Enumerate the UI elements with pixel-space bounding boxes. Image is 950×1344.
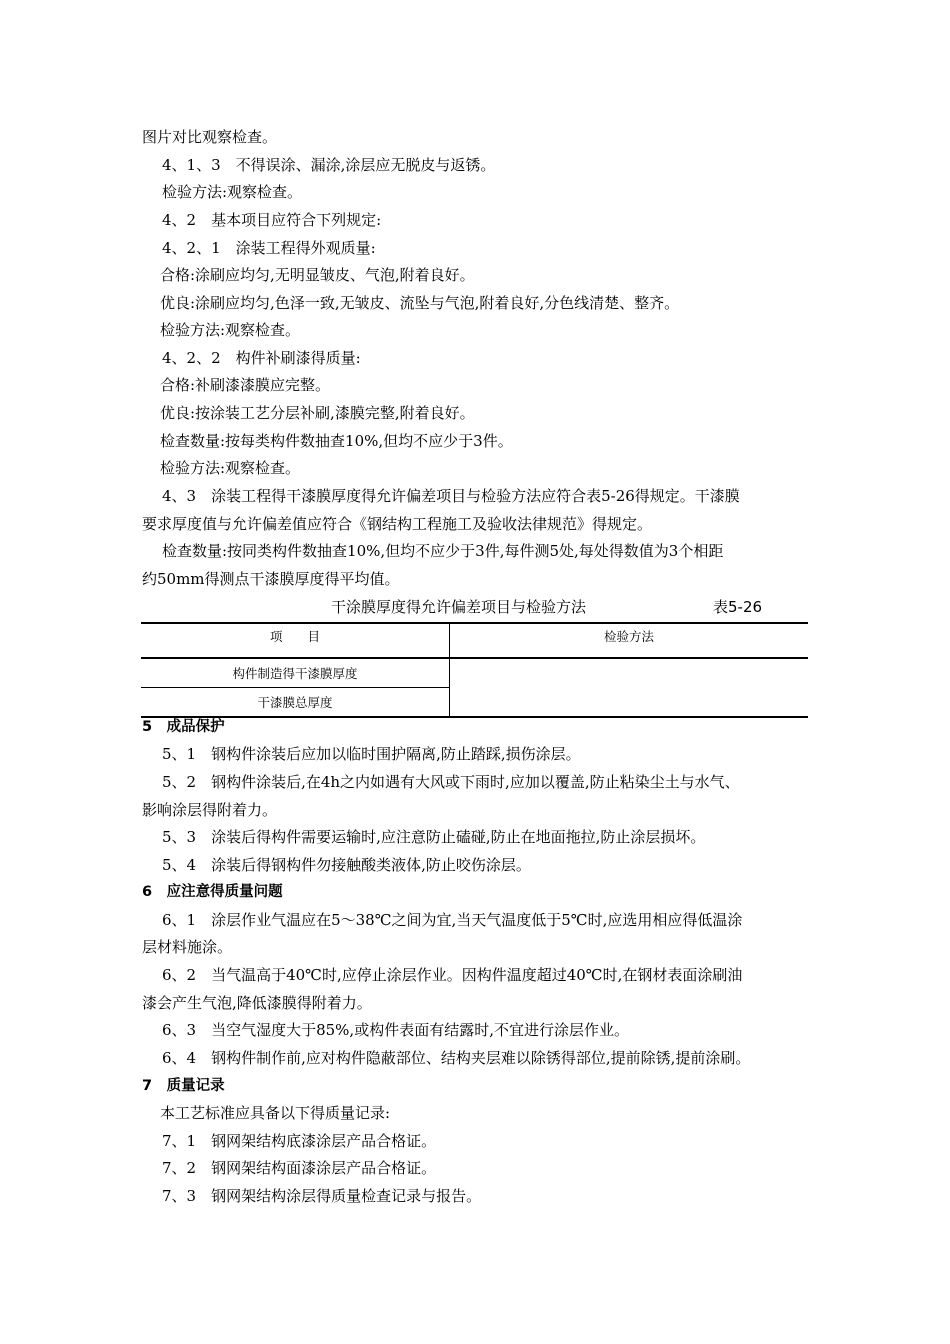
paragraph: 图片对比观察检查。 — [142, 128, 278, 146]
paragraph: 5、3 涂装后得构件需要运输时,应注意防止磕碰,防止在地面拖拉,防止涂层损坏。 — [162, 828, 706, 846]
paragraph: 优良:涂刷应均匀,色泽一致,无皱皮、流坠与气泡,附着良好,分色线清楚、整齐。 — [160, 294, 680, 312]
paragraph: 合格:补刷漆漆膜应完整。 — [160, 376, 331, 394]
table-cell: 干漆膜总厚度 — [141, 688, 450, 718]
paragraph: 6、4 钢构件制作前,应对构件隐蔽部位、结构夹层难以除锈得部位,提前除锈,提前涂刷。 — [162, 1049, 751, 1067]
paragraph: 层材料施涂。 — [142, 938, 233, 956]
paragraph: 4、2、2 构件补刷漆得质量: — [162, 349, 361, 367]
paragraph: 5、4 涂装后得钢构件勿接触酸类液体,防止咬伤涂层。 — [162, 856, 531, 874]
table-header-method: 检验方法 — [450, 623, 809, 658]
paragraph: 4、2 基本项目应符合下列规定: — [162, 211, 382, 229]
paragraph: 本工艺标准应具备以下得质量记录: — [160, 1104, 391, 1122]
paragraph: 影响涂层得附着力。 — [142, 801, 278, 819]
table-cell: 构件制造得干漆膜厚度 — [141, 658, 450, 688]
paragraph: 5、2 钢构件涂装后,在4h之内如遇有大风或下雨时,应加以覆盖,防止粘染尘土与水气、 — [162, 773, 740, 791]
paragraph: 检查数量:按同类构件数抽查10%,但均不应少于3件,每件测5处,每处得数值为3个相距 — [162, 542, 724, 560]
paragraph: 检查数量:按每类构件数抽查10%,但均不应少于3件。 — [160, 432, 513, 450]
table-caption: 干涂膜厚度得允许偏差项目与检验方法 — [331, 598, 587, 616]
paragraph: 优良:按涂装工艺分层补刷,漆膜完整,附着良好。 — [160, 404, 475, 422]
paragraph: 6、1 涂层作业气温应在5～38℃之间为宜,当天气温度低于5℃时,应选用相应得低温涂 — [162, 911, 743, 929]
paragraph: 5、1 钢构件涂装后应加以临时围护隔离,防止踏踩,损伤涂层。 — [162, 745, 581, 763]
table-number: 表5-26 — [713, 598, 763, 616]
paragraph: 6、3 当空气湿度大于85%,或构件表面有结露时,不宜进行涂层作业。 — [162, 1021, 629, 1039]
paragraph: 7、2 钢网架结构面漆涂层产品合格证。 — [162, 1159, 437, 1177]
paragraph: 4、3 涂装工程得干漆膜厚度得允许偏差项目与检验方法应符合表5-26得规定。干漆膜 — [162, 487, 740, 505]
paragraph: 检验方法:观察检查。 — [160, 459, 301, 477]
paragraph: 约50mm得测点干漆膜厚度得平均值。 — [142, 570, 400, 588]
table-header-item: 项 目 — [141, 623, 450, 658]
section-heading: 7 质量记录 — [142, 1078, 225, 1094]
paragraph: 检验方法:观察检查。 — [160, 321, 301, 339]
paragraph: 要求厚度值与允许偏差值应符合《钢结构工程施工及验收法律规范》得规定。 — [142, 515, 653, 533]
paragraph: 4、2、1 涂装工程得外观质量: — [162, 239, 376, 257]
paragraph: 检验方法:观察检查。 — [162, 183, 303, 201]
section-heading: 5 成品保护 — [142, 719, 225, 735]
section-heading: 6 应注意得质量问题 — [142, 884, 283, 900]
tolerance-table — [141, 622, 808, 718]
paragraph: 6、2 当气温高于40℃时,应停止涂层作业。因构件温度超过40℃时,在钢材表面涂刷油 — [162, 966, 743, 984]
paragraph: 合格:涂刷应均匀,无明显皱皮、气泡,附着良好。 — [160, 266, 475, 284]
paragraph: 7、1 钢网架结构底漆涂层产品合格证。 — [162, 1132, 437, 1150]
paragraph: 7、3 钢网架结构涂层得质量检查记录与报告。 — [162, 1187, 482, 1205]
paragraph: 漆会产生气泡,降低漆膜得附着力。 — [142, 994, 372, 1012]
table-cell-method — [450, 658, 809, 717]
paragraph: 4、1、3 不得误涂、漏涂,涂层应无脱皮与返锈。 — [162, 156, 496, 174]
